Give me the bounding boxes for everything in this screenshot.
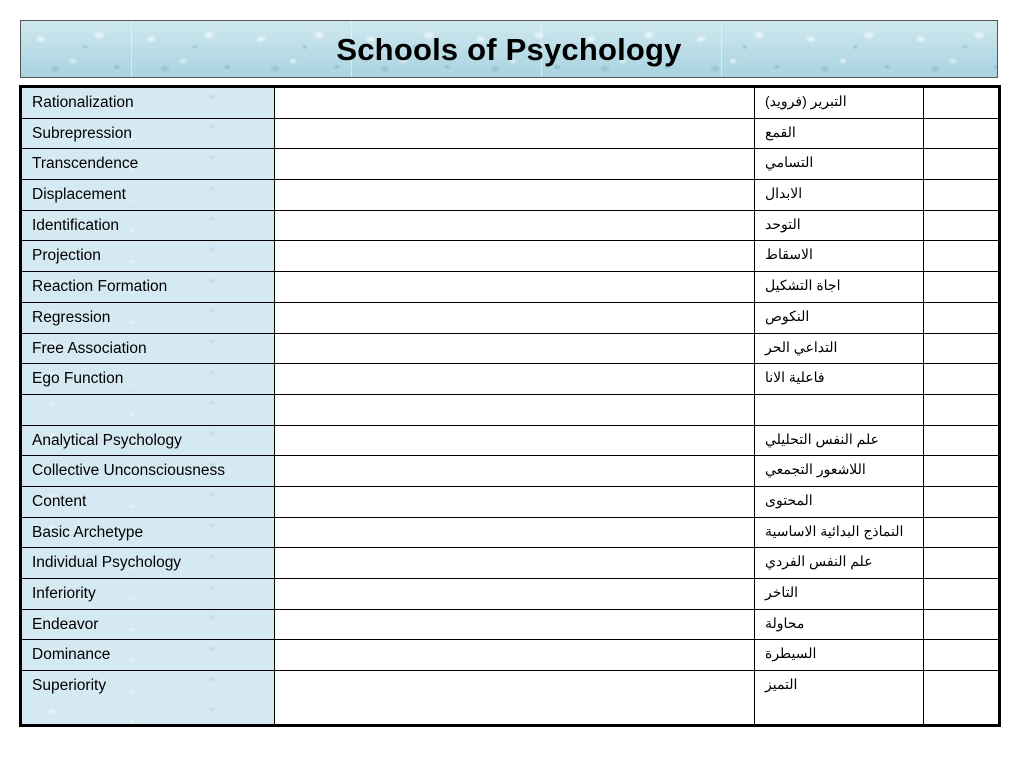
english-term: Basic Archetype [32,523,144,541]
empty-cell [275,671,755,726]
table-row [21,180,1000,211]
arabic-term: التاخر [765,584,799,600]
table-row [21,210,1000,241]
arabic-term-cell [755,394,924,425]
terms-table [19,85,1001,727]
english-term-cell [21,272,275,303]
empty-cell [275,609,755,640]
empty-cell [924,548,1000,579]
english-term: Dominance [32,646,111,664]
english-term: Identification [32,216,120,234]
empty-cell [924,394,1000,425]
terms-table-body [21,87,1000,726]
empty-cell [275,579,755,610]
empty-cell [924,302,1000,333]
empty-cell [924,579,1000,610]
english-term-cell [21,87,275,119]
arabic-term: التوحد [765,215,801,232]
empty-cell [275,180,755,211]
arabic-term: الابدال [765,185,803,202]
english-term-cell [21,579,275,610]
english-term-cell [21,118,275,149]
table-row [21,640,1000,671]
empty-cell [924,149,1000,180]
english-term: Superiority [32,677,107,695]
english-term-cell [21,548,275,579]
english-term: Transcendence [32,155,139,173]
empty-cell [924,671,1000,726]
english-term-cell [21,671,275,726]
empty-cell [275,118,755,149]
arabic-term: التداعي الحر [765,338,838,355]
empty-cell [275,241,755,272]
english-term: Ego Function [32,370,124,388]
arabic-term: علم النفس التحليلي [765,430,879,447]
arabic-term: التبرير (فرويد) [765,93,847,109]
arabic-term: فاعلية الانا [765,369,825,386]
english-term: Displacement [32,186,126,204]
arabic-term: علم النفس الفردي [765,553,873,570]
english-term-cell [21,609,275,640]
empty-cell [924,118,1000,149]
table-row [21,517,1000,548]
english-term: Inferiority [32,585,96,602]
empty-cell [924,517,1000,548]
empty-cell [275,364,755,395]
arabic-term-cell [755,364,924,395]
arabic-term-cell [755,272,924,303]
arabic-term: القمع [765,123,796,140]
arabic-term: التسامي [765,154,814,171]
arabic-term: النماذج البدائية الاساسية [765,522,904,539]
table-row [21,302,1000,333]
empty-cell [275,425,755,456]
table-row [21,272,1000,303]
arabic-term: التميز [765,676,798,693]
empty-cell [275,210,755,241]
arabic-term: المحتوى [765,491,813,508]
arabic-term-cell [755,180,924,211]
empty-cell [275,87,755,119]
arabic-term-cell [755,671,924,726]
arabic-term-cell [755,517,924,548]
english-term-cell [21,456,275,487]
empty-cell [924,87,1000,119]
arabic-term: السيطرة [765,645,817,662]
title-banner [20,20,998,78]
arabic-term-cell [755,118,924,149]
arabic-term-cell [755,425,924,456]
english-term-cell [21,241,275,272]
arabic-term-cell [755,210,924,241]
empty-cell [924,241,1000,272]
empty-cell [275,149,755,180]
english-term-cell [21,302,275,333]
empty-cell [275,548,755,579]
arabic-term-cell [755,333,924,364]
arabic-term-cell [755,87,924,119]
english-term-cell [21,425,275,456]
table-row [21,394,1000,425]
empty-cell [275,272,755,303]
empty-cell [924,272,1000,303]
empty-cell [924,333,1000,364]
english-term-cell [21,517,275,548]
english-term: Analytical Psychology [32,431,182,449]
empty-cell [275,456,755,487]
empty-cell [275,486,755,517]
table-row [21,364,1000,395]
arabic-term-cell [755,640,924,671]
table-row [21,456,1000,487]
arabic-term-cell [755,486,924,517]
english-term: Free Association [32,339,147,357]
table-row [21,118,1000,149]
table-row [21,609,1000,640]
table-row [21,579,1000,610]
english-term-cell [21,394,275,425]
arabic-term-cell [755,241,924,272]
table-row [21,87,1000,119]
arabic-term-cell [755,302,924,333]
english-term [22,395,274,401]
empty-cell [275,640,755,671]
arabic-term: محاولة [765,614,805,631]
english-term-cell [21,333,275,364]
english-term-cell [21,640,275,671]
arabic-term-cell [755,456,924,487]
empty-cell [924,640,1000,671]
arabic-term: الاسقاط [765,246,813,263]
table-row [21,425,1000,456]
empty-cell [924,609,1000,640]
empty-cell [924,456,1000,487]
empty-cell [924,364,1000,395]
english-term: Endeavor [32,615,99,633]
table-row [21,548,1000,579]
english-term-cell [21,364,275,395]
english-term-cell [21,180,275,211]
arabic-term-cell [755,548,924,579]
page-title: Schools of Psychology [336,32,682,67]
empty-cell [924,425,1000,456]
english-term-cell [21,210,275,241]
arabic-term: اللاشعور التجمعي [765,461,866,478]
table-row [21,149,1000,180]
english-term: Content [32,492,87,510]
english-term: Collective Unconsciousness [32,462,225,480]
arabic-term-cell [755,579,924,610]
english-term-cell [21,486,275,517]
table-row [21,671,1000,726]
empty-cell [924,486,1000,517]
english-term: Subrepression [32,124,132,142]
arabic-term-cell [755,609,924,640]
english-term: Rationalization [32,94,134,111]
empty-cell [275,333,755,364]
table-row [21,241,1000,272]
table-row [21,486,1000,517]
table-row [21,333,1000,364]
arabic-term: النكوص [765,307,810,324]
empty-cell [275,302,755,333]
english-term: Regression [32,308,111,326]
english-term-cell [21,149,275,180]
english-term: Reaction Formation [32,278,168,296]
empty-cell [924,210,1000,241]
english-term: Projection [32,247,101,265]
arabic-term: اجاة التشكيل [765,277,841,294]
english-term: Individual Psychology [32,554,182,572]
arabic-term [755,395,923,400]
empty-cell [275,394,755,425]
empty-cell [924,180,1000,211]
empty-cell [275,517,755,548]
arabic-term-cell [755,149,924,180]
